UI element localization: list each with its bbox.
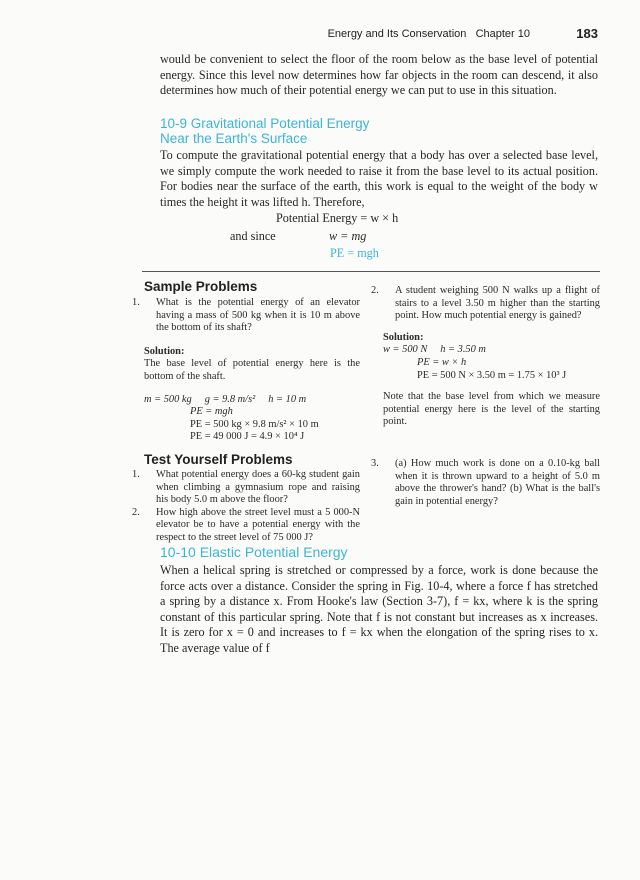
section-10-10-paragraph xyxy=(160,563,598,657)
sample-problem-1-result: PE = 49 000 J = 4.9 × 10⁴ J xyxy=(190,431,305,443)
chapter-label: Chapter 10 xyxy=(475,28,530,40)
section-10-10-title: 10-10 Elastic Potential Energy xyxy=(160,544,348,560)
sample-problem-1-substitution: PE = 500 kg × 9.8 m/s² × 10 m xyxy=(190,418,319,430)
sample-problem-2 xyxy=(371,285,600,429)
sample-problems-rule xyxy=(142,271,600,272)
section-10-9-title-line1: 10-9 Gravitational Potential Energy xyxy=(160,116,370,131)
equation-pe-mgh: PE = mgh xyxy=(330,246,379,260)
sample-problem-2-formula: PE = w × h xyxy=(417,356,467,368)
sample-problem-1-question xyxy=(132,297,360,335)
test-problem-2-number: 2. xyxy=(132,506,140,518)
sample-problem-2-note: Note that the base level from which we measure potential energy here is the level of the starting point. xyxy=(383,391,600,428)
intro-paragraph xyxy=(160,52,598,99)
page-number: 183 xyxy=(576,26,598,41)
sample-problem-1-text: What is the potential energy of an elevator having a mass of 500 kg when it is 10 m above the bottom of its shaft? xyxy=(156,297,360,334)
test-yourself-right-column xyxy=(371,458,600,508)
sample-problem-1-givens: m = 500 kg g = 9.8 m/s² h = 10 m xyxy=(144,393,307,405)
section-10-10-text: When a helical spring is stretched or compressed by a force, work is done because the force acts over a distance. Consider the spring in Fig. 10-4, where a force f has stretched a spring by a distance x. From Hooke's law (Section 3-7), f = kx, where k is the spring constant of this particular spring. Note that f is not constant but increases as x increases. It is zero for x = 0 and increases to f = kx when the elongation of the spring rises to x. The average value of f xyxy=(160,563,598,655)
sample-problem-1 xyxy=(132,297,360,444)
intro-text: would be convenient to select the floor of the room below as the base level of potential energy. Since this level now determines how far objects in the room can descend, it also determines how much of their potential energy we can put to use in this situation. xyxy=(160,52,598,98)
and-since-label: and since xyxy=(230,229,276,243)
sample-problem-2-number: 2. xyxy=(371,285,379,296)
test-problem-2 xyxy=(132,506,360,545)
test-yourself-title: Test Yourself Problems xyxy=(144,452,293,467)
running-title: Energy and Its Conservation xyxy=(327,28,467,40)
test-problem-3 xyxy=(371,458,600,508)
sample-problem-1-number: 1. xyxy=(132,297,140,308)
test-problem-1-text: What potential energy does a 60-kg student gain when climbing a gymnasium rope and raising his body 5.0 m above the floor? xyxy=(156,469,360,506)
test-yourself-left-column xyxy=(132,469,360,545)
equation-weight: w = mg xyxy=(329,229,367,243)
sample-problem-2-question xyxy=(371,285,600,323)
test-problem-3-number: 3. xyxy=(371,458,379,469)
sample-problem-1-formula: PE = mgh xyxy=(190,406,233,418)
section-10-9-text: To compute the gravitational potential energy that a body has over a selected base level, we simply compute the work needed to raise it from the base level to its actual position. For bodies near the surface of the earth, this work is equal to the weight of the body w times the height it was lifted h. Therefore, xyxy=(160,148,598,209)
test-problem-2-text: How high above the street level must a 5 000-N elevator be to have a potential energy with the respect to the street level of 75 000 J? xyxy=(156,506,360,543)
test-problem-1-number: 1. xyxy=(132,469,140,480)
section-10-9-paragraph xyxy=(160,148,598,210)
running-header xyxy=(328,28,530,40)
sample-problems-title: Sample Problems xyxy=(144,279,258,294)
sample-problem-2-givens: w = 500 N h = 3.50 m xyxy=(383,344,486,356)
section-10-9-title xyxy=(160,117,600,146)
sample-problem-1-solution-label: Solution: xyxy=(144,345,185,357)
sample-problem-2-result: PE = 500 N × 3.50 m = 1.75 × 10³ J xyxy=(417,369,567,381)
section-10-9-title-line2: Near the Earth's Surface xyxy=(160,130,308,146)
sample-problem-1-solution-text: The base level of potential energy here is the bottom of the shaft. xyxy=(144,358,360,382)
equation-potential-energy: Potential Energy = w × h xyxy=(276,211,399,225)
test-problem-3-text: (a) How much work is done on a 0.10-kg ball when it is thrown upward to a height of 5.0 m above the thrower's hand? (b) What is the ball's gain in potential energy? xyxy=(395,458,600,507)
sample-problem-2-text: A student weighing 500 N walks up a flight of stairs to a level 3.50 m higher than the starting point. How much potential energy is gained? xyxy=(395,285,600,322)
sample-problem-2-solution-label: Solution: xyxy=(383,331,424,343)
test-problem-1 xyxy=(132,469,360,507)
